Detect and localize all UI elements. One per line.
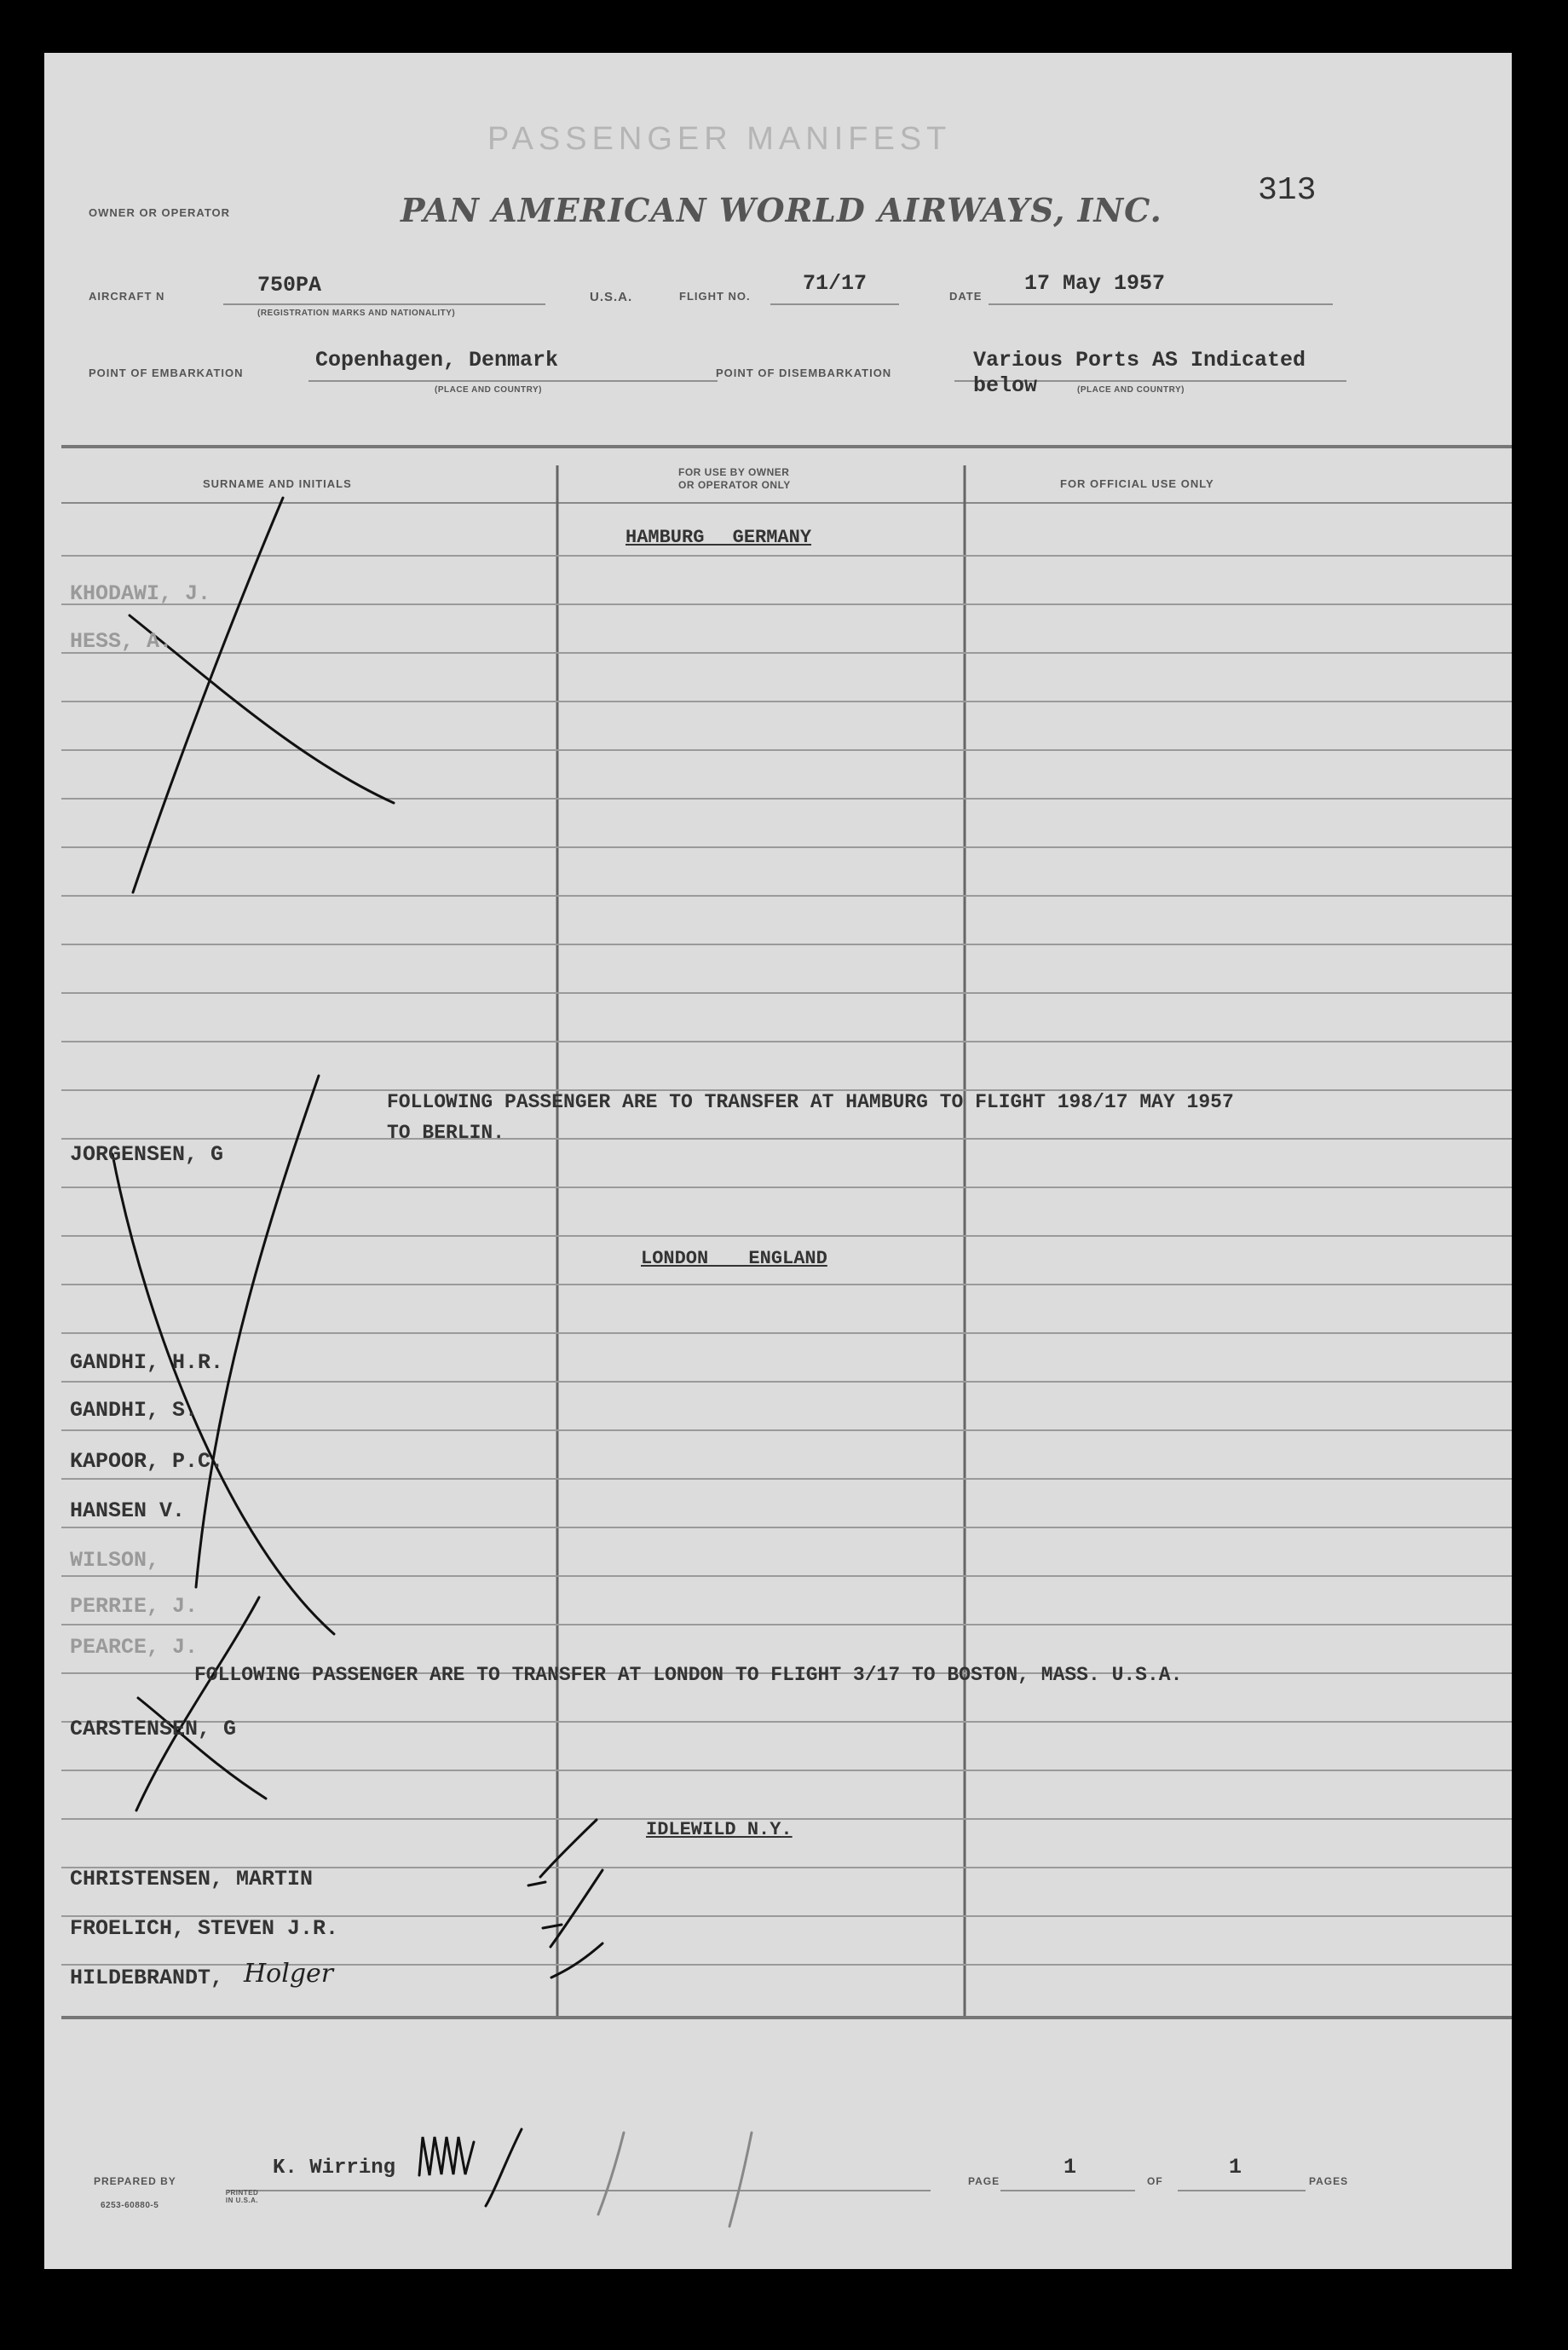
flight-value: 71/17 — [803, 271, 868, 296]
date-label: DATE — [949, 290, 983, 303]
passenger-name: GANDHI, H.R. — [70, 1350, 224, 1375]
owner-label: OWNER OR OPERATOR — [89, 206, 231, 219]
transfer-note-hamburg-dest: TO BERLIN. — [387, 1122, 505, 1144]
passenger-name: HESS, A. — [70, 629, 173, 654]
page-label: PAGE — [968, 2175, 1000, 2187]
usa-label: U.S.A. — [590, 290, 633, 304]
transfer-note-london: FOLLOWING PASSENGER ARE TO TRANSFER AT LONDON TO FLIGHT 3/17 TO BOSTON, MASS. U.S.A. — [194, 1664, 1183, 1686]
disembark-value-below: below — [973, 373, 1038, 398]
date-value: 17 May 1957 — [1024, 271, 1166, 296]
page-stamp: 313 — [1258, 172, 1317, 209]
form-title: PASSENGER MANIFEST — [487, 121, 952, 157]
handwritten-first-name: Holger — [244, 1959, 334, 1989]
embark-label: POINT OF EMBARKATION — [89, 367, 244, 379]
column-header-owner-1: FOR USE BY OWNER — [678, 466, 790, 478]
signature-scribble — [419, 2129, 752, 2226]
destination-heading-hamburg: HAMBURG GERMANY — [625, 527, 812, 548]
passenger-name: KHODAWI, J. — [70, 581, 211, 606]
prepared-by-value: K. Wirring — [273, 2157, 396, 2180]
aircraft-value: 750PA — [257, 273, 322, 297]
registration-caption: (REGISTRATION MARKS AND NATIONALITY) — [257, 309, 456, 318]
prepared-by-label: PREPARED BY — [94, 2175, 176, 2187]
passenger-name: GANDHI, S. — [70, 1398, 199, 1423]
flight-label: FLIGHT NO. — [679, 290, 751, 303]
column-header-owner-2: OR OPERATOR ONLY — [678, 479, 791, 491]
passenger-name: PEARCE, J. — [70, 1635, 199, 1660]
place-caption-1: (PLACE AND COUNTRY) — [435, 385, 542, 395]
passenger-name: KAPOOR, P.C. — [70, 1449, 224, 1474]
destination-heading-idlewild: IDLEWILD N.Y. — [646, 1819, 793, 1840]
disembark-value: Various Ports AS Indicated — [973, 348, 1306, 372]
transfer-note-hamburg: FOLLOWING PASSENGER ARE TO TRANSFER AT HAMBURG TO FLIGHT 198/17 MAY 1957 — [387, 1091, 1234, 1113]
passenger-name: CHRISTENSEN, MARTIN — [70, 1867, 314, 1891]
embark-value: Copenhagen, Denmark — [315, 348, 559, 372]
passenger-name: PERRIE, J. — [70, 1594, 199, 1619]
page-total: 1 — [1229, 2155, 1242, 2180]
disembark-label: POINT OF DISEMBARKATION — [716, 367, 892, 379]
passenger-name: HANSEN V. — [70, 1498, 186, 1523]
place-caption-2: (PLACE AND COUNTRY) — [1077, 385, 1185, 395]
manifest-sheet — [44, 53, 1512, 2269]
aircraft-label: AIRCRAFT N — [89, 290, 165, 303]
passenger-name: CARSTENSEN, G — [70, 1717, 237, 1741]
owner-value: PAN AMERICAN WORLD AIRWAYS, INC. — [401, 191, 1162, 229]
of-label: OF — [1147, 2175, 1163, 2187]
passenger-name: FROELICH, STEVEN J.R. — [70, 1916, 339, 1941]
page-number: 1 — [1064, 2155, 1077, 2180]
printed-in: PRINTED IN U.S.A. — [225, 2189, 259, 2204]
destination-heading-london: LONDON ENGLAND — [641, 1248, 827, 1269]
passenger-name: JORGENSEN, G — [70, 1142, 224, 1167]
passenger-name: WILSON, — [70, 1548, 160, 1573]
passenger-name: HILDEBRANDT, — [70, 1966, 224, 1990]
column-header-official: FOR OFFICIAL USE ONLY — [1060, 477, 1214, 490]
column-header-surname: SURNAME AND INITIALS — [203, 477, 352, 490]
form-number: 6253-60880-5 — [101, 2201, 159, 2210]
cross-out-marks — [112, 498, 602, 1978]
pages-label: PAGES — [1309, 2175, 1349, 2187]
